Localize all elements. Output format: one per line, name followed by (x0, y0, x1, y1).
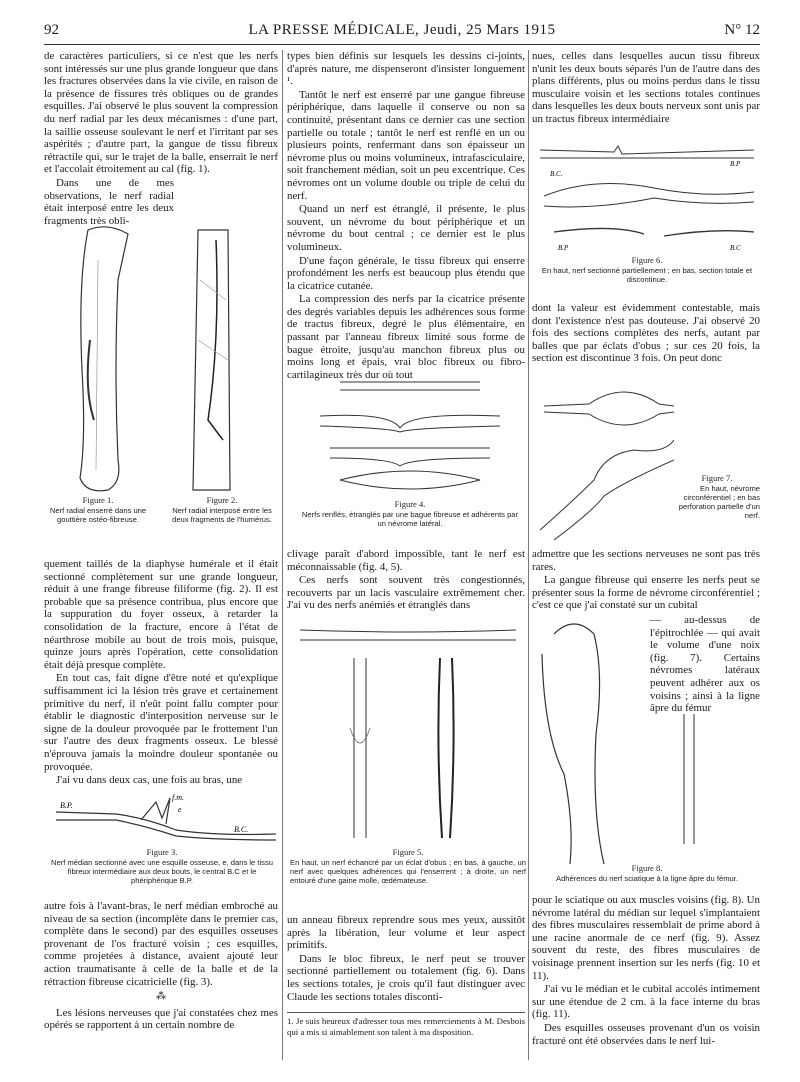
column-3-mid2 (532, 548, 760, 612)
column-divider (282, 50, 283, 1060)
paragraph: Ces nerfs sont souvent très congestionnés, recouverts par un lacis vasculaire extrêmement cher. J'ai vu des nerfs anémiés et étranglés dans (287, 574, 525, 612)
figure-label: Figure 4. (394, 499, 426, 509)
paragraph: J'ai vu dans deux cas, une fois au bras, une (56, 774, 243, 787)
column-1 (44, 50, 278, 227)
caption-text: En haut, nerf sectionné partiellement ; en bas, section totale et discontinue. (541, 266, 753, 284)
running-header (44, 22, 760, 44)
column-3-mid (532, 302, 760, 364)
figure-1-caption (48, 496, 148, 524)
paragraph: un anneau fibreux reprendre sous mes yeux, aussitôt après la libération, leur volume et leur aspect primitifs. (287, 914, 525, 952)
figure-label: Figure 3. (146, 847, 178, 857)
figure-label: Figure 8. (631, 863, 663, 873)
figure-5-caption (290, 848, 526, 885)
figure-label: Figure 6. (631, 255, 663, 265)
median-nerve-drawing (46, 790, 278, 844)
figure-4-caption (300, 500, 520, 528)
paragraph: Des esquilles osseuses provenant d'un os voisin fracturé ont été observées dans le nerf lui- (532, 1021, 760, 1047)
paragraph: La compression des nerfs par la cicatrice présente des degrés variables depuis les adhérences sous forme de tractus fibreux, degré le plus élémentaire, en passant par l'anneau fibreux limité sous forme de bague étroite, jusqu'au manchon fibreux plus ou moins long et épais, vrai bloc fibreux ou fibro-cartilagineux très dur où tout (287, 293, 525, 381)
tag-e: e (178, 805, 182, 814)
paragraph: Quand un nerf est étranglé, il présente, le plus souvent, un névrome du bout périphérique et un névrome du bout central ; ce dernier est le plus volumineux. (287, 203, 525, 253)
figure-3 (46, 790, 278, 894)
paragraph: Dans une de mes observations, le nerf radial était interposé entre les deux fragments très obli- (44, 176, 174, 227)
caption-text: Nerf médian sectionné avec une esquille osseuse, e, dans le tissu fibreux intermédiaire aux deux bouts, le central B.C et le phériphérique B.P. (50, 858, 274, 885)
tag-bc: B.C. (550, 170, 563, 178)
tag-bc: B.C. (234, 825, 249, 834)
tag-bp-bottom: B.P (558, 244, 569, 252)
figure-8-caption (534, 864, 760, 883)
tag-fm: f.m. (172, 793, 184, 802)
figure-1-2 (48, 220, 278, 560)
caption-text: Nerf radial enserré dans une gouttière ostéo-fibreuse. (49, 506, 147, 524)
column-2-bottom (287, 914, 525, 1008)
figure-7 (534, 370, 760, 540)
tag-bc-bottom: B.C (730, 244, 741, 252)
figure-2-caption (166, 496, 278, 524)
section-drawing (534, 136, 760, 256)
figure-4 (300, 372, 520, 542)
column-3-wrap: — au-dessus de l'épitrochlée — qui avait le volume d'une noix (fig. 7). Certains névromes latéraux peuvent adhérer aux os voisins ; ainsi à la ligne âpre du fémur (650, 614, 760, 715)
column-3-bottom (532, 894, 760, 1062)
journal-title: LA PRESSE MÉDICALE, Jeudi, 25 Mars 1915 (248, 22, 556, 38)
column-2-mid (287, 548, 525, 614)
paragraph: Dans le bloc fibreux, le nerf peut se trouver sectionné partiellement ou totalement (fig. 6). Dans les sections totales, je crois qu'il faut distinguer avec Claude les sections totales disconti- (287, 952, 525, 1003)
paragraph: types bien définis sur lesquels les dessins ci-joints, d'après nature, me dispenseront d'insister longuement ¹. (287, 50, 525, 88)
neuroma-drawing (534, 370, 674, 540)
figure-6-caption (534, 256, 760, 284)
tag-bp: B.P. (60, 801, 73, 810)
column-1-mid (44, 558, 278, 787)
header-rule (44, 44, 760, 45)
caption-text: En haut, névrome circonférentiel ; en bas perforation partielle d'un nerf. (678, 484, 760, 520)
paragraph: de caractères particuliers, si ce n'est que les nerfs sont intéressés sur une plus grande longueur que dans les fractures observées dans la vie civile, en raison de la présence de fissures très obliques ou de grandes esquilles. J'ai observé le plus souvent la compression du nerf radial par les deux mécanismes : d'une part, la saillie osseuse soulevant le nerf et l'irritant par ses aspérités ; d'autre part, la gangue de tissu fibreux rétractile qui, sur le trajet de la balle, enserrait le nerf et l'accolait étroitement au cal (fig. 1). (44, 50, 278, 176)
figure-label: Figure 1. (82, 495, 114, 505)
issue-number: N° 12 (724, 22, 760, 38)
paragraph: pour le sciatique ou aux muscles voisins (fig. 8). Un névrome latéral du médian sur lequel s'implantaient des fibres musculaires ressemblait de prime abord à une racine anormale de ce nerf (fig. 9). Assez souvent du reste, des fibres musculaires de voisinage prennent insertion sur les nerfs (fig. 10 et 11). (532, 894, 760, 982)
paragraph: J'ai vu le médian et le cubital accolés intimement sur une étendue de 2 cm. à la face interne du bras (fig. 11). (532, 983, 760, 1021)
figure-label: Figure 5. (392, 847, 424, 857)
paragraph: Les lésions nerveuses que j'ai constatées chez mes opérés se rapportent à un certain nombre de (44, 1006, 278, 1032)
caption-text: Nerf radial interposé entre les deux fragments de l'humérus. (172, 506, 272, 524)
nerves-drawing (300, 372, 520, 500)
figure-3-caption (46, 848, 278, 885)
nerves-drawing-5 (290, 618, 526, 848)
paragraph: autre fois à l'avant-bras, le nerf médian embroché au niveau de sa section (incomplète dans le premier cas, complète dans le second) par des esquilles osseuses provenant de l'os fracturé voisin ; ces esquilles, comme projetées à distance, avaient ajouté leur action traumatisante à celle de la balle et de la rétraction fibreuse cicatricielle (fig. 3). (44, 900, 278, 988)
paragraph: quement taillés de la diaphyse humérale et il était sectionné complètement sur une grande longueur, réduit à une frange fibreuse filiforme (fig. 2). Il est probable que sa présence contribua, plus encore que la suppuration du foyer osseux, à retarder la consolidation de la fracture, encore à l'état de néarthrose mobile au bout de trois mois, puisque, quinze jours après l'opération, cette consolidation était déjà presque complète. (44, 558, 278, 671)
caption-text: Nerfs renflés, étranglés par une bague fibreuse et adhérents par un névrome latéral. (301, 510, 519, 528)
figure-6 (534, 136, 760, 296)
paragraph: nues, celles dans lesquelles aucun tissu fibreux n'unit les deux bouts séparés l'un de l'autre dans des plans différents, plus ou moins perdus dans le tissu musculaire voisin et les sections totales continues dans lesquelles les deux bouts nerveux sont unis par un tractus fibreux intermédiaire (532, 50, 760, 125)
figure-label: Figure 7. (701, 473, 733, 483)
caption-text: Adhérences du nerf sciatique à la ligne âpre du fémur. (556, 874, 738, 883)
figure-5 (290, 618, 526, 908)
section-break: ⁂ (156, 991, 166, 1003)
paragraph: dont la valeur est évidemment contestable, mais dont l'existence n'est pas douteuse. J'ai observé 20 fois des sections complètes des nerfs, autant par balles que par éclats d'obus ; sur ces 20 fois, la section est discontinue 3 fois. On peut donc (532, 302, 760, 365)
humerus-drawing (48, 220, 278, 500)
column-1-bottom (44, 900, 278, 1060)
column-3 (532, 50, 760, 136)
column-divider (528, 50, 529, 1060)
paragraph: admettre que les sections nerveuses ne sont pas très rares. (532, 548, 760, 573)
page-number: 92 (44, 22, 59, 38)
caption-text: En haut, un nerf échancré par un éclat d'obus ; en bas, à gauche, un nerf avec quelques adhérences qui l'enserrent ; à droite, un nerf entouré d'une gaine molle, œdémateuse. (290, 858, 526, 885)
figure-7-caption (674, 474, 760, 520)
paragraph: La gangue fibreuse qui enserre les nerfs peut se présenter sous la forme de névrome circonférentiel ; c'est ce que j'ai constaté sur un cubital (532, 574, 760, 612)
paragraph: Tantôt le nerf est enserré par une gangue fibreuse périphérique, dans laquelle il conserve ou non sa continuité, présentant dans ce dernier cas une section partielle ou totale ; tantôt le nerf est renflé en un ou plusieurs points, renfermant dans son épaisseur un névrome plus ou moins volumineux, intrafasciculaire, soit franchement médian, soit un peu excentrique. Ces névromes ont un volume double ou triple de celui du nerf. (287, 88, 525, 202)
paragraph: D'une façon générale, le tissu fibreux qui enserre profondément les nerfs est beaucoup plus étendu que la cicatrice cutanée. (287, 254, 525, 292)
paragraph: clivage paraît d'abord impossible, tant le nerf est méconnaissable (fig. 4, 5). (287, 548, 525, 573)
figure-label: Figure 2. (206, 495, 238, 505)
paragraph: En tout cas, fait digne d'être noté et qu'explique suffisamment ici la lésion très grave et certainement primitive du nerf, il n'eût point fallu compter pour établir le diagnostic d'interposition nerveuse sur le signe de la douleur provoquée par le frottement l'un sur l'autre des deux fragments osseux. Le blessé n'éprouva jamais la moindre douleur spontanée ou provoquée. (44, 672, 278, 773)
tag-bp: B.P (730, 160, 741, 168)
column-2 (287, 50, 525, 381)
footnote: 1. Je suis heureux d'adresser tous mes remerciements à M. Desbois qui a mis si aimablement son talent à ma disposition. (287, 1012, 525, 1037)
